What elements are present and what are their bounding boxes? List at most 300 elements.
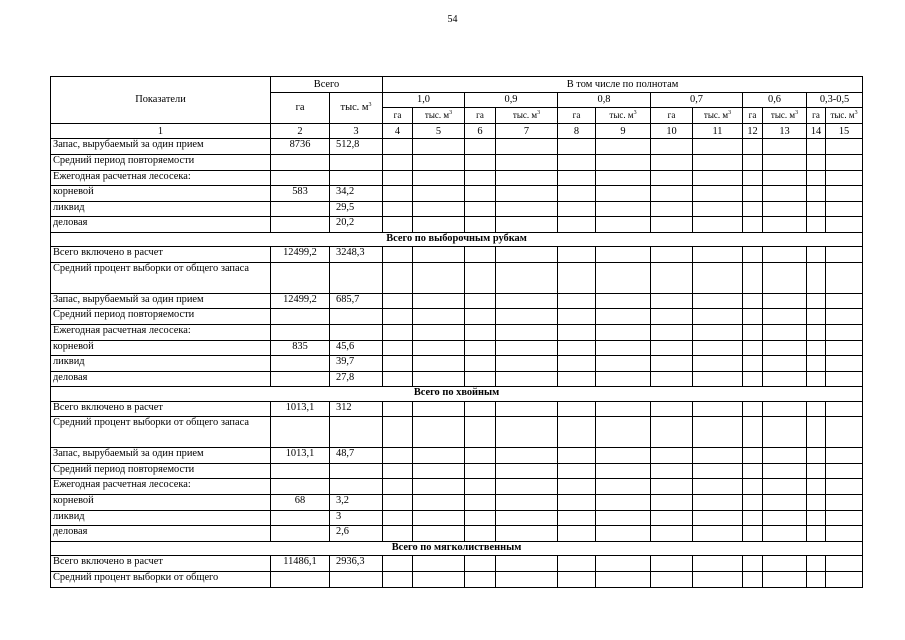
empty-cell [693,526,743,542]
column-number: 9 [596,123,651,139]
empty-cell [413,309,465,325]
empty-cell [763,495,807,511]
empty-cell [743,417,763,448]
section-header-row [51,232,863,247]
empty-cell [807,371,826,387]
empty-cell [558,340,596,356]
empty-cell [496,247,558,263]
empty-cell [496,293,558,309]
row-label: Средний процент выборки от общего запаса [51,417,271,448]
empty-cell [413,510,465,526]
empty-cell [558,247,596,263]
empty-cell [465,154,496,170]
column-number: 6 [465,123,496,139]
empty-cell [826,139,863,155]
empty-cell [826,417,863,448]
empty-cell [763,479,807,495]
unit-thousand-m3: тыс. $м^3$ [596,108,651,124]
table-row [51,293,863,309]
empty-cell [496,526,558,542]
empty-cell [413,479,465,495]
empty-cell [693,293,743,309]
empty-cell [743,201,763,217]
empty-cell [413,325,465,341]
empty-cell [693,247,743,263]
empty-cell [763,401,807,417]
header-column-numbers-row [51,123,863,139]
empty-cell [826,371,863,387]
empty-cell [807,139,826,155]
total-ha-cell [271,309,330,325]
empty-cell [465,448,496,464]
empty-cell [651,526,693,542]
empty-cell [465,247,496,263]
empty-cell [763,217,807,233]
unit-ha: га [807,108,826,124]
total-ha-cell [271,263,330,294]
empty-cell [807,154,826,170]
empty-cell [763,463,807,479]
empty-cell [763,263,807,294]
empty-cell [807,417,826,448]
empty-cell [465,495,496,511]
empty-cell [693,325,743,341]
total-ha-cell [271,325,330,341]
row-label: Запас, вырубаемый за один прием [51,139,271,155]
empty-cell [383,170,413,186]
unit-thousand-m3: тыс. $м^3$ [693,108,743,124]
empty-cell [826,170,863,186]
total-ha-cell: 68 [271,495,330,511]
empty-cell [596,479,651,495]
unit-ha: га [383,108,413,124]
table-row [51,247,863,263]
table-row [51,526,863,542]
empty-cell [763,154,807,170]
column-number: 14 [807,123,826,139]
empty-cell [413,154,465,170]
empty-cell [383,571,413,587]
empty-cell [596,401,651,417]
empty-cell [826,217,863,233]
total-volume-cell [330,479,383,495]
empty-cell [743,170,763,186]
empty-cell [558,401,596,417]
column-number: 3 [330,123,383,139]
total-ha-cell: 1013,1 [271,448,330,464]
total-volume-cell: 2936,3 [330,556,383,572]
empty-cell [465,417,496,448]
empty-cell [743,495,763,511]
row-label: Средний процент выборки от общего запаса [51,263,271,294]
header-total-ha: га [271,92,330,123]
empty-cell [596,417,651,448]
empty-cell [651,201,693,217]
empty-cell [558,510,596,526]
empty-cell [763,510,807,526]
empty-cell [651,356,693,372]
row-label: Запас, вырубаемый за один прием [51,293,271,309]
empty-cell [743,401,763,417]
empty-cell [596,556,651,572]
empty-cell [465,263,496,294]
column-number: 13 [763,123,807,139]
empty-cell [651,495,693,511]
empty-cell [693,401,743,417]
row-label: ликвид [51,510,271,526]
empty-cell [826,325,863,341]
empty-cell [496,371,558,387]
empty-cell [558,556,596,572]
empty-cell [496,556,558,572]
total-ha-cell [271,571,330,587]
empty-cell [496,139,558,155]
empty-cell [651,556,693,572]
empty-cell [465,401,496,417]
empty-cell [465,186,496,202]
header-indicators: Показатели [51,77,271,124]
table-row [51,463,863,479]
row-label: Ежегодная расчетная лесосека: [51,325,271,341]
total-ha-cell: 583 [271,186,330,202]
empty-cell [651,479,693,495]
empty-cell [383,463,413,479]
empty-cell [651,401,693,417]
section-title: Всего по хвойным [51,387,863,402]
header-density-1-0: 1,0 [383,92,465,108]
empty-cell [651,340,693,356]
empty-cell [596,526,651,542]
empty-cell [496,201,558,217]
empty-cell [743,510,763,526]
empty-cell [383,479,413,495]
table-row [51,263,863,294]
empty-cell [413,263,465,294]
total-volume-cell [330,170,383,186]
empty-cell [826,401,863,417]
empty-cell [383,371,413,387]
column-number: 5 [413,123,465,139]
table-row [51,571,863,587]
total-volume-cell: 685,7 [330,293,383,309]
empty-cell [763,325,807,341]
empty-cell [413,217,465,233]
empty-cell [413,495,465,511]
empty-cell [651,371,693,387]
empty-cell [465,293,496,309]
empty-cell [558,293,596,309]
empty-cell [383,526,413,542]
empty-cell [558,417,596,448]
empty-cell [465,309,496,325]
empty-cell [413,340,465,356]
empty-cell [826,186,863,202]
empty-cell [743,479,763,495]
empty-cell [383,309,413,325]
empty-cell [558,217,596,233]
empty-cell [693,571,743,587]
empty-cell [413,247,465,263]
column-number: 7 [496,123,558,139]
empty-cell [558,170,596,186]
empty-cell [807,401,826,417]
empty-cell [807,356,826,372]
table-row [51,417,863,448]
empty-cell [465,526,496,542]
empty-cell [763,170,807,186]
empty-cell [763,417,807,448]
empty-cell [496,401,558,417]
table-row [51,510,863,526]
total-ha-cell [271,371,330,387]
empty-cell [826,571,863,587]
table-row [51,139,863,155]
empty-cell [596,448,651,464]
total-volume-cell: 27,8 [330,371,383,387]
empty-cell [413,448,465,464]
empty-cell [596,154,651,170]
row-label: Средний период повторяемости [51,463,271,479]
total-ha-cell [271,217,330,233]
empty-cell [383,217,413,233]
forest-harvest-table [50,76,863,588]
empty-cell [763,247,807,263]
empty-cell [763,293,807,309]
empty-cell [413,401,465,417]
empty-cell [807,448,826,464]
empty-cell [383,247,413,263]
empty-cell [693,495,743,511]
empty-cell [807,186,826,202]
empty-cell [826,201,863,217]
empty-cell [763,526,807,542]
empty-cell [558,526,596,542]
empty-cell [596,340,651,356]
empty-cell [383,154,413,170]
empty-cell [496,309,558,325]
table-row [51,186,863,202]
empty-cell [826,526,863,542]
empty-cell [807,510,826,526]
empty-cell [807,309,826,325]
empty-cell [651,309,693,325]
empty-cell [651,417,693,448]
unit-thousand-m3: тыс. $м^3$ [826,108,863,124]
row-label: Средний процент выборки от общего [51,571,271,587]
empty-cell [413,139,465,155]
empty-cell [558,154,596,170]
empty-cell [693,479,743,495]
empty-cell [693,170,743,186]
empty-cell [383,417,413,448]
empty-cell [807,479,826,495]
empty-cell [596,293,651,309]
total-volume-cell [330,417,383,448]
empty-cell [383,186,413,202]
empty-cell [465,201,496,217]
empty-cell [383,263,413,294]
row-label: деловая [51,217,271,233]
total-volume-cell: 48,7 [330,448,383,464]
empty-cell [826,293,863,309]
empty-cell [496,495,558,511]
empty-cell [383,356,413,372]
empty-cell [807,263,826,294]
empty-cell [743,526,763,542]
empty-cell [763,201,807,217]
table-row [51,448,863,464]
empty-cell [383,556,413,572]
empty-cell [596,217,651,233]
row-label: корневой [51,340,271,356]
empty-cell [743,154,763,170]
total-ha-cell: 12499,2 [271,293,330,309]
row-label: ликвид [51,201,271,217]
empty-cell [693,217,743,233]
empty-cell [651,293,693,309]
empty-cell [826,448,863,464]
total-volume-cell: 3,2 [330,495,383,511]
page-number: 54 [447,14,458,25]
empty-cell [651,463,693,479]
empty-cell [413,463,465,479]
empty-cell [383,495,413,511]
header-density-0-3-0-5: 0,3-0,5 [807,92,863,108]
empty-cell [465,340,496,356]
empty-cell [465,170,496,186]
empty-cell [413,417,465,448]
total-volume-cell: 2,6 [330,526,383,542]
empty-cell [596,263,651,294]
header-row-1 [51,77,863,93]
total-volume-cell: 3248,3 [330,247,383,263]
total-ha-cell [271,201,330,217]
empty-cell [465,217,496,233]
empty-cell [743,463,763,479]
header-density-0-6: 0,6 [743,92,807,108]
empty-cell [496,154,558,170]
table-row [51,401,863,417]
empty-cell [465,510,496,526]
empty-cell [465,356,496,372]
empty-cell [383,510,413,526]
empty-cell [763,556,807,572]
header-density-0-7: 0,7 [651,92,743,108]
unit-ha: га [465,108,496,124]
header-density-0-9: 0,9 [465,92,558,108]
empty-cell [807,495,826,511]
unit-thousand-m3: тыс. $м^3$ [413,108,465,124]
empty-cell [465,479,496,495]
empty-cell [763,340,807,356]
table-row [51,309,863,325]
empty-cell [383,448,413,464]
empty-cell [651,510,693,526]
table-row [51,371,863,387]
column-number: 12 [743,123,763,139]
row-label: Средний период повторяемости [51,309,271,325]
empty-cell [413,371,465,387]
empty-cell [826,510,863,526]
empty-cell [651,263,693,294]
unit-thousand-m3: тыс. $м^3$ [763,108,807,124]
empty-cell [763,448,807,464]
column-number: 10 [651,123,693,139]
empty-cell [693,154,743,170]
empty-cell [743,356,763,372]
column-number: 2 [271,123,330,139]
empty-cell [596,463,651,479]
total-ha-cell [271,154,330,170]
empty-cell [693,340,743,356]
empty-cell [596,247,651,263]
total-ha-cell: 835 [271,340,330,356]
empty-cell [693,371,743,387]
row-label: деловая [51,371,271,387]
empty-cell [496,356,558,372]
empty-cell [807,571,826,587]
empty-cell [651,170,693,186]
empty-cell [496,217,558,233]
row-label: ликвид [51,356,271,372]
row-label: деловая [51,526,271,542]
column-number: 15 [826,123,863,139]
empty-cell [826,309,863,325]
total-volume-cell [330,263,383,294]
empty-cell [496,263,558,294]
table-row [51,495,863,511]
empty-cell [826,463,863,479]
empty-cell [693,448,743,464]
total-ha-cell [271,463,330,479]
total-ha-cell [271,170,330,186]
empty-cell [413,526,465,542]
row-label: корневой [51,495,271,511]
empty-cell [383,293,413,309]
empty-cell [496,340,558,356]
empty-cell [743,556,763,572]
empty-cell [693,556,743,572]
empty-cell [383,139,413,155]
empty-cell [558,571,596,587]
empty-cell [496,448,558,464]
empty-cell [826,495,863,511]
empty-cell [807,201,826,217]
empty-cell [596,309,651,325]
total-volume-cell: 3 [330,510,383,526]
empty-cell [763,356,807,372]
empty-cell [651,154,693,170]
empty-cell [558,309,596,325]
empty-cell [693,263,743,294]
empty-cell [596,495,651,511]
column-number: 11 [693,123,743,139]
empty-cell [826,340,863,356]
empty-cell [496,463,558,479]
empty-cell [596,356,651,372]
total-ha-cell [271,417,330,448]
empty-cell [743,139,763,155]
empty-cell [413,186,465,202]
empty-cell [743,217,763,233]
empty-cell [413,293,465,309]
empty-cell [651,139,693,155]
empty-cell [413,556,465,572]
empty-cell [651,325,693,341]
empty-cell [596,186,651,202]
empty-cell [807,293,826,309]
empty-cell [596,201,651,217]
